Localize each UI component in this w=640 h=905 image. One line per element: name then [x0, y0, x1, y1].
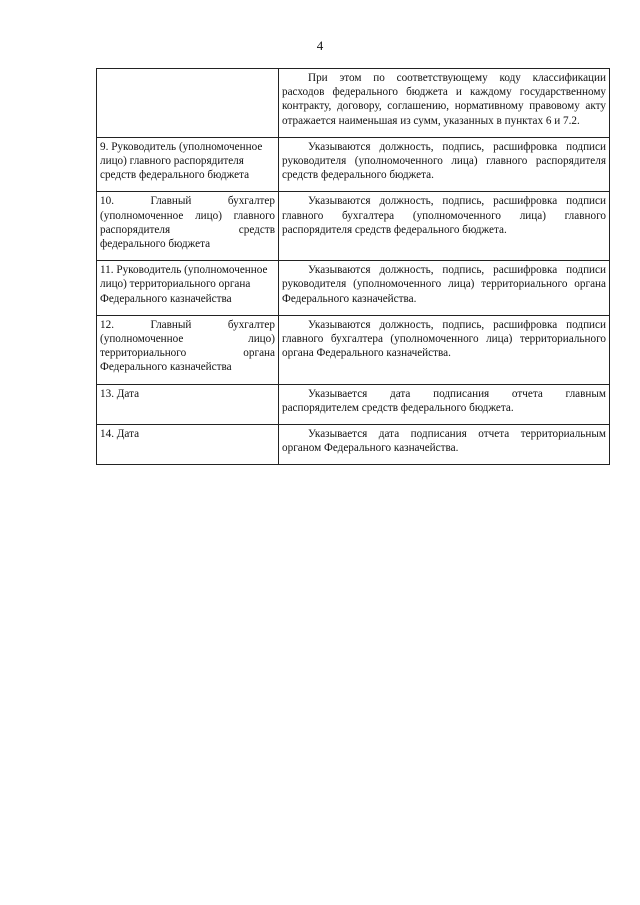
field-name-cell: 11. Руководитель (уполномоченное лицо) территориального органа Федерального казначейства: [97, 261, 279, 316]
field-description-cell: Указываются должность, подпись, расшифровка подписи руководителя (уполномоченного лица) территориального органа Федерального казначейства.: [279, 261, 610, 316]
table-row: [97, 384, 610, 424]
table-row: [97, 69, 610, 138]
document-table: [96, 68, 610, 465]
field-description-cell: При этом по соответствующему коду классификации расходов федерального бюджета и каждому государственному контракту, договору, соглашению, нормативному правовому акту отражается наименьшая из сумм, указанных в пунктах 6 и 7.2.: [279, 69, 610, 138]
table-row: [97, 261, 610, 316]
page-number: 4: [316, 38, 324, 53]
table-row: [97, 315, 610, 384]
field-description-cell: Указывается дата подписания отчета территориальным органом Федерального казначейства.: [279, 425, 610, 465]
field-name-cell: 12. Главный бухгалтер (уполномоченное лицо) территориального органа Федерального казначейства: [97, 315, 279, 384]
table-row: [97, 425, 610, 465]
field-name-cell: 14. Дата: [97, 425, 279, 465]
table-row: [97, 137, 610, 192]
field-description-cell: Указываются должность, подпись, расшифровка подписи главного бухгалтера (уполномоченного лица) главного распорядителя средств федерального бюджета.: [279, 192, 610, 261]
field-description-cell: Указывается дата подписания отчета главным распорядителем средств федерального бюджета.: [279, 384, 610, 424]
table-row: [97, 192, 610, 261]
field-name-cell: [97, 69, 279, 138]
field-name-cell: 9. Руководитель (уполномоченное лицо) главного распорядителя средств федерального бюджета: [97, 137, 279, 192]
field-name-cell: 13. Дата: [97, 384, 279, 424]
field-name-cell: 10. Главный бухгалтер (уполномоченное лицо) главного распорядителя средств федерального бюджета: [97, 192, 279, 261]
field-description-cell: Указываются должность, подпись, расшифровка подписи руководителя (уполномоченного лица) главного распорядителя средств федерального бюджета.: [279, 137, 610, 192]
field-description-cell: Указываются должность, подпись, расшифровка подписи главного бухгалтера (уполномоченного лица) территориального органа Федерального казначейства.: [279, 315, 610, 384]
